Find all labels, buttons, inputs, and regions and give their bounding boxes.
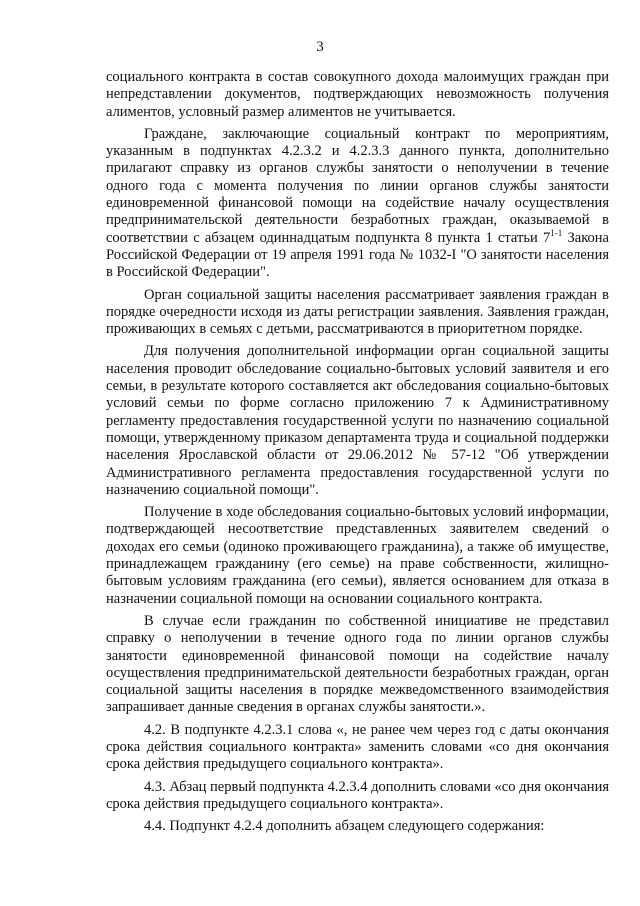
paragraph-employment-certificate — [106, 126, 609, 282]
paragraph-living-conditions-survey: Для получения дополнительной информации орган социальной защиты населения проводит обследование социально-бытовых условий заявителя и его семьи, в результате которого составляется акт обследования социально-бытовых условий семьи по форме согласно приложению 7 к Административному регламенту предоставления государственной услуги по назначению социальной помощи, утвержденному приказом департамента труда и социальной поддержки населения Ярославской области от 29.06.2012 № 57-12 "Об утверждении Административного регламента предоставления государственной услуги по назначению социальной помощи". — [106, 343, 609, 498]
paragraph-alimony-continuation: социального контракта в состав совокупного дохода малоимущих граждан при непредставлении документов, подтверждающих невозможность получения алиментов, условный размер алиментов не учитывается. — [106, 69, 609, 120]
page-number: 3 — [316, 39, 324, 55]
paragraph-amendment-4-2: 4.2. В подпункте 4.2.3.1 слова «, не ранее чем через год с даты окончания срока действия социального контракта» заменить словами «со дня окончания срока действия предыдущего социального контракта». — [106, 721, 609, 773]
paragraph-employment-certificate-text: Граждане, заключающие социальный контракт по мероприятиям, указанным в подпунктах 4.2.3.2 и 4.2.3.3 данного пункта, дополнительно прилагают справку из органов службы занятости о неполучении в течение одного года с момента получения по линии органов службы занятости единовременной финансовой помощи на содействие началу осуществления предпринимательской деятельности безработных граждан, оказываемой в соответствии с абзацем одиннадцатым подпункта 8 пункта 1 статьи 7 — [106, 125, 609, 246]
document-body — [106, 69, 609, 840]
article-superscript: 1-1 — [550, 227, 563, 238]
paragraph-refusal-grounds: Получение в ходе обследования социально-бытовых условий информации, подтверждающей несоответствие представленных заявителем сведений о доходах его семьи (одиноко проживающего гражданина), а также об имуществе, принадлежащем гражданину (его семье) на праве собственности, жилищно-бытовым условиям гражданина (его семьи), является основанием для отказа в назначении социальной помощи на основании социального контракта. — [106, 504, 609, 607]
paragraph-review-order: Орган социальной защиты населения рассматривает заявления граждан в порядке очередности исходя из даты регистрации заявления. Заявления граждан, проживающих в семьях с детьми, рассматриваются в приоритетном порядке. — [106, 286, 609, 338]
paragraph-amendment-4-3: 4.3. Абзац первый подпункта 4.2.3.4 дополнить словами «со дня окончания срока действия предыдущего социального контракта». — [106, 778, 609, 812]
paragraph-amendment-4-4: 4.4. Подпункт 4.2.4 дополнить абзацем следующего содержания: — [144, 818, 545, 835]
paragraph-employment-certificate-tail: Закона Российской Федерации от 19 апреля 1991 года № 1032-I "О занятости населения в Российской Федерации". — [106, 229, 609, 281]
paragraph-interagency-request: В случае если гражданин по собственной инициативе не представил справку о неполучении в течение одного года по линии органов службы занятости единовременной финансовой помощи на содействие началу осуществления предпринимательской деятельности безработных граждан, орган социальной защиты населения в порядке межведомственного взаимодействия запрашивает данные сведения в органах службы занятости.». — [106, 612, 609, 716]
